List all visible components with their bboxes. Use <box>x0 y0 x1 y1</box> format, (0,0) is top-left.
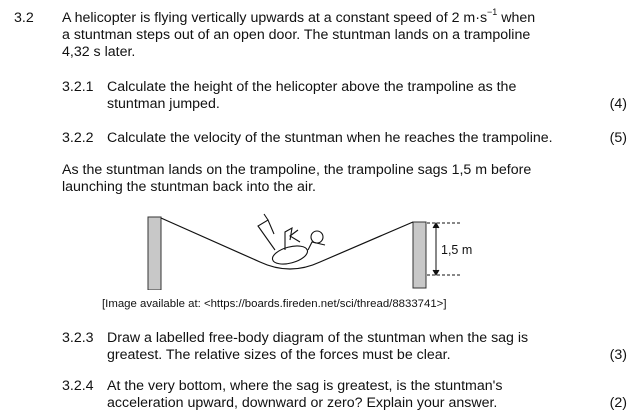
subquestion-3-2-2 <box>62 130 582 147</box>
subquestion-text <box>107 330 567 364</box>
subquestion-text <box>107 79 567 113</box>
subquestion-line: Calculate the velocity of the stuntman when he reaches the trampoline. <box>107 130 553 146</box>
sag-label: 1,5 m <box>441 243 473 257</box>
subquestion-line: greatest. The relative sizes of the forces must be clear. <box>107 347 451 363</box>
subquestion-line: stuntman jumped. <box>107 96 220 112</box>
question-number: 3.2 <box>14 10 34 26</box>
stem-line-1: A helicopter is flying vertically upwards at a constant speed of 2 $m\cdot s^{-1}$ when <box>62 7 536 26</box>
marks-3-2-3: (3) <box>609 347 627 363</box>
marks-3-2-2: (5) <box>609 130 627 146</box>
subquestion-number: 3.2.4 <box>62 378 94 394</box>
image-caption: [Image available at: <https://boards.fireden.net/sci/thread/8833741>] <box>102 298 447 310</box>
context-paragraph <box>62 162 582 196</box>
left-post <box>148 217 161 290</box>
context-line: launching the stuntman back into the air. <box>62 179 316 195</box>
subquestion-line: At the very bottom, where the sag is greatest, is the stuntman's <box>107 378 503 394</box>
marks-3-2-4: (2) <box>609 395 627 411</box>
subquestion-line: Calculate the height of the helicopter above the trampoline as the <box>107 79 517 95</box>
stuntman-figure <box>258 214 325 267</box>
subquestion-3-2-1 <box>62 79 582 113</box>
subquestion-text <box>107 378 567 412</box>
trampoline-diagram <box>140 210 500 290</box>
subquestion-3-2-4 <box>62 378 582 412</box>
stem-line-3: 4,32 s later. <box>62 44 136 60</box>
subquestion-number: 3.2.2 <box>62 130 94 146</box>
subquestion-text <box>107 130 567 147</box>
dimension-arrow-top <box>433 223 439 228</box>
stem-line-2: a stuntman steps out of an open door. The stuntman lands on a trampoline <box>62 27 531 43</box>
subquestion-3-2-3 <box>62 330 582 364</box>
subquestion-number: 3.2.1 <box>62 79 94 95</box>
subquestion-line: acceleration upward, downward or zero? Explain your answer. <box>107 395 498 411</box>
dimension-arrow-bottom <box>433 270 439 275</box>
subquestion-number: 3.2.3 <box>62 330 94 346</box>
context-line: As the stuntman lands on the trampoline, the trampoline sags 1,5 m before <box>62 162 532 178</box>
question-stem <box>62 7 582 61</box>
marks-3-2-1: (4) <box>609 96 627 112</box>
subquestion-line: Draw a labelled free-body diagram of the stuntman when the sag is <box>107 330 529 346</box>
right-post <box>413 222 426 288</box>
